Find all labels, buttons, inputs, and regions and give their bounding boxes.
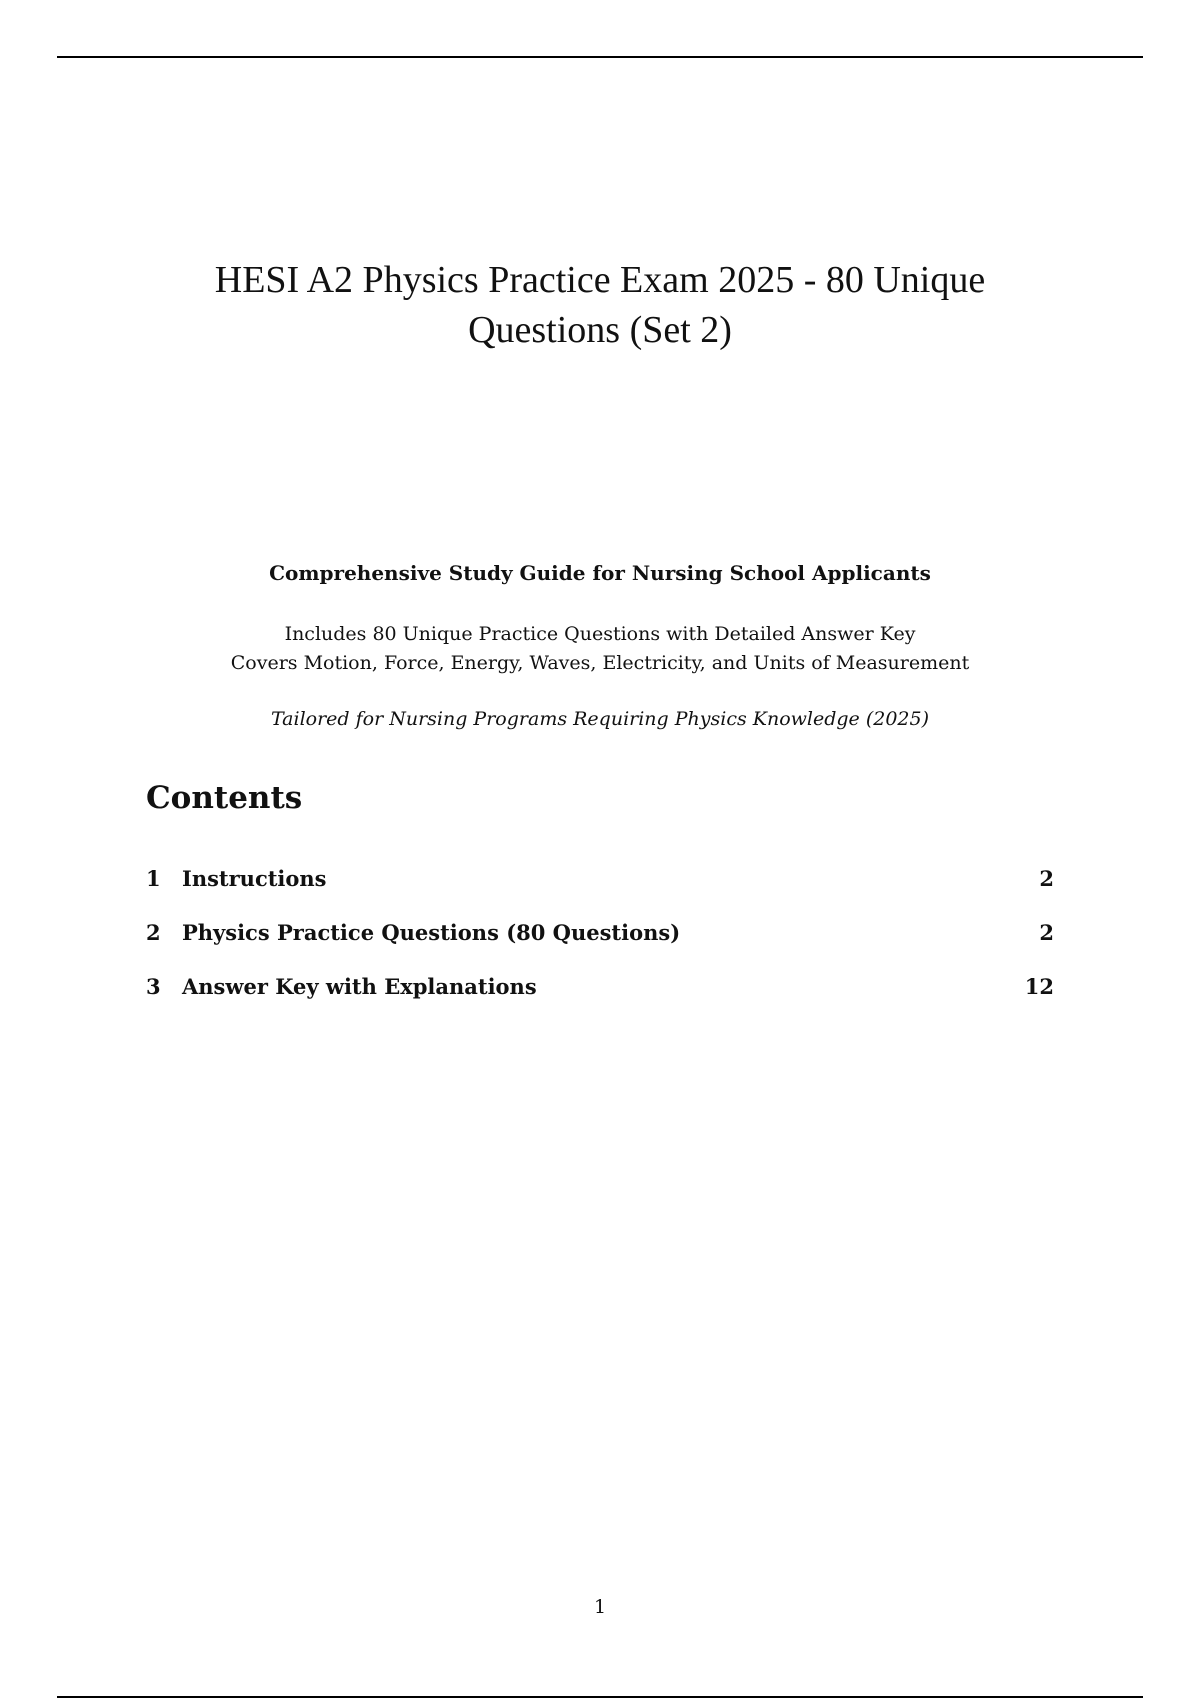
table-of-contents (146, 866, 1054, 1028)
toc-entry-title: Instructions (182, 866, 327, 891)
toc-entry-number: 3 (146, 974, 161, 999)
toc-entry-title: Answer Key with Explanations (182, 974, 537, 999)
document-title (0, 255, 1200, 355)
toc-entry-answer-key[interactable] (146, 974, 1054, 1000)
page-number: 1 (593, 1596, 607, 1618)
toc-entry-page: 2 (1039, 866, 1054, 891)
title-line-1: HESI A2 Physics Practice Exam 2025 - 80 Unique (214, 259, 986, 301)
tailored-note: Tailored for Nursing Programs Requiring Physics Knowledge (2025) (270, 708, 929, 730)
toc-entry-instructions[interactable] (146, 866, 1054, 892)
toc-entry-page: 2 (1039, 920, 1054, 945)
includes-block (0, 620, 1200, 678)
footer-rule (57, 1696, 1143, 1698)
toc-entry-title: Physics Practice Questions (80 Questions) (182, 920, 681, 945)
toc-entry-number: 1 (146, 866, 161, 891)
title-line-2: Questions (Set 2) (468, 309, 732, 351)
toc-entry-number: 2 (146, 920, 161, 945)
subtitle: Comprehensive Study Guide for Nursing School Applicants (269, 561, 931, 585)
toc-entry-practice-questions[interactable] (146, 920, 1054, 946)
contents-heading: Contents (146, 780, 303, 816)
includes-line-1: Includes 80 Unique Practice Questions with Detailed Answer Key (284, 623, 916, 645)
toc-entry-page: 12 (1024, 974, 1054, 999)
header-rule (57, 56, 1143, 58)
includes-line-2: Covers Motion, Force, Energy, Waves, Electricity, and Units of Measurement (230, 652, 970, 674)
